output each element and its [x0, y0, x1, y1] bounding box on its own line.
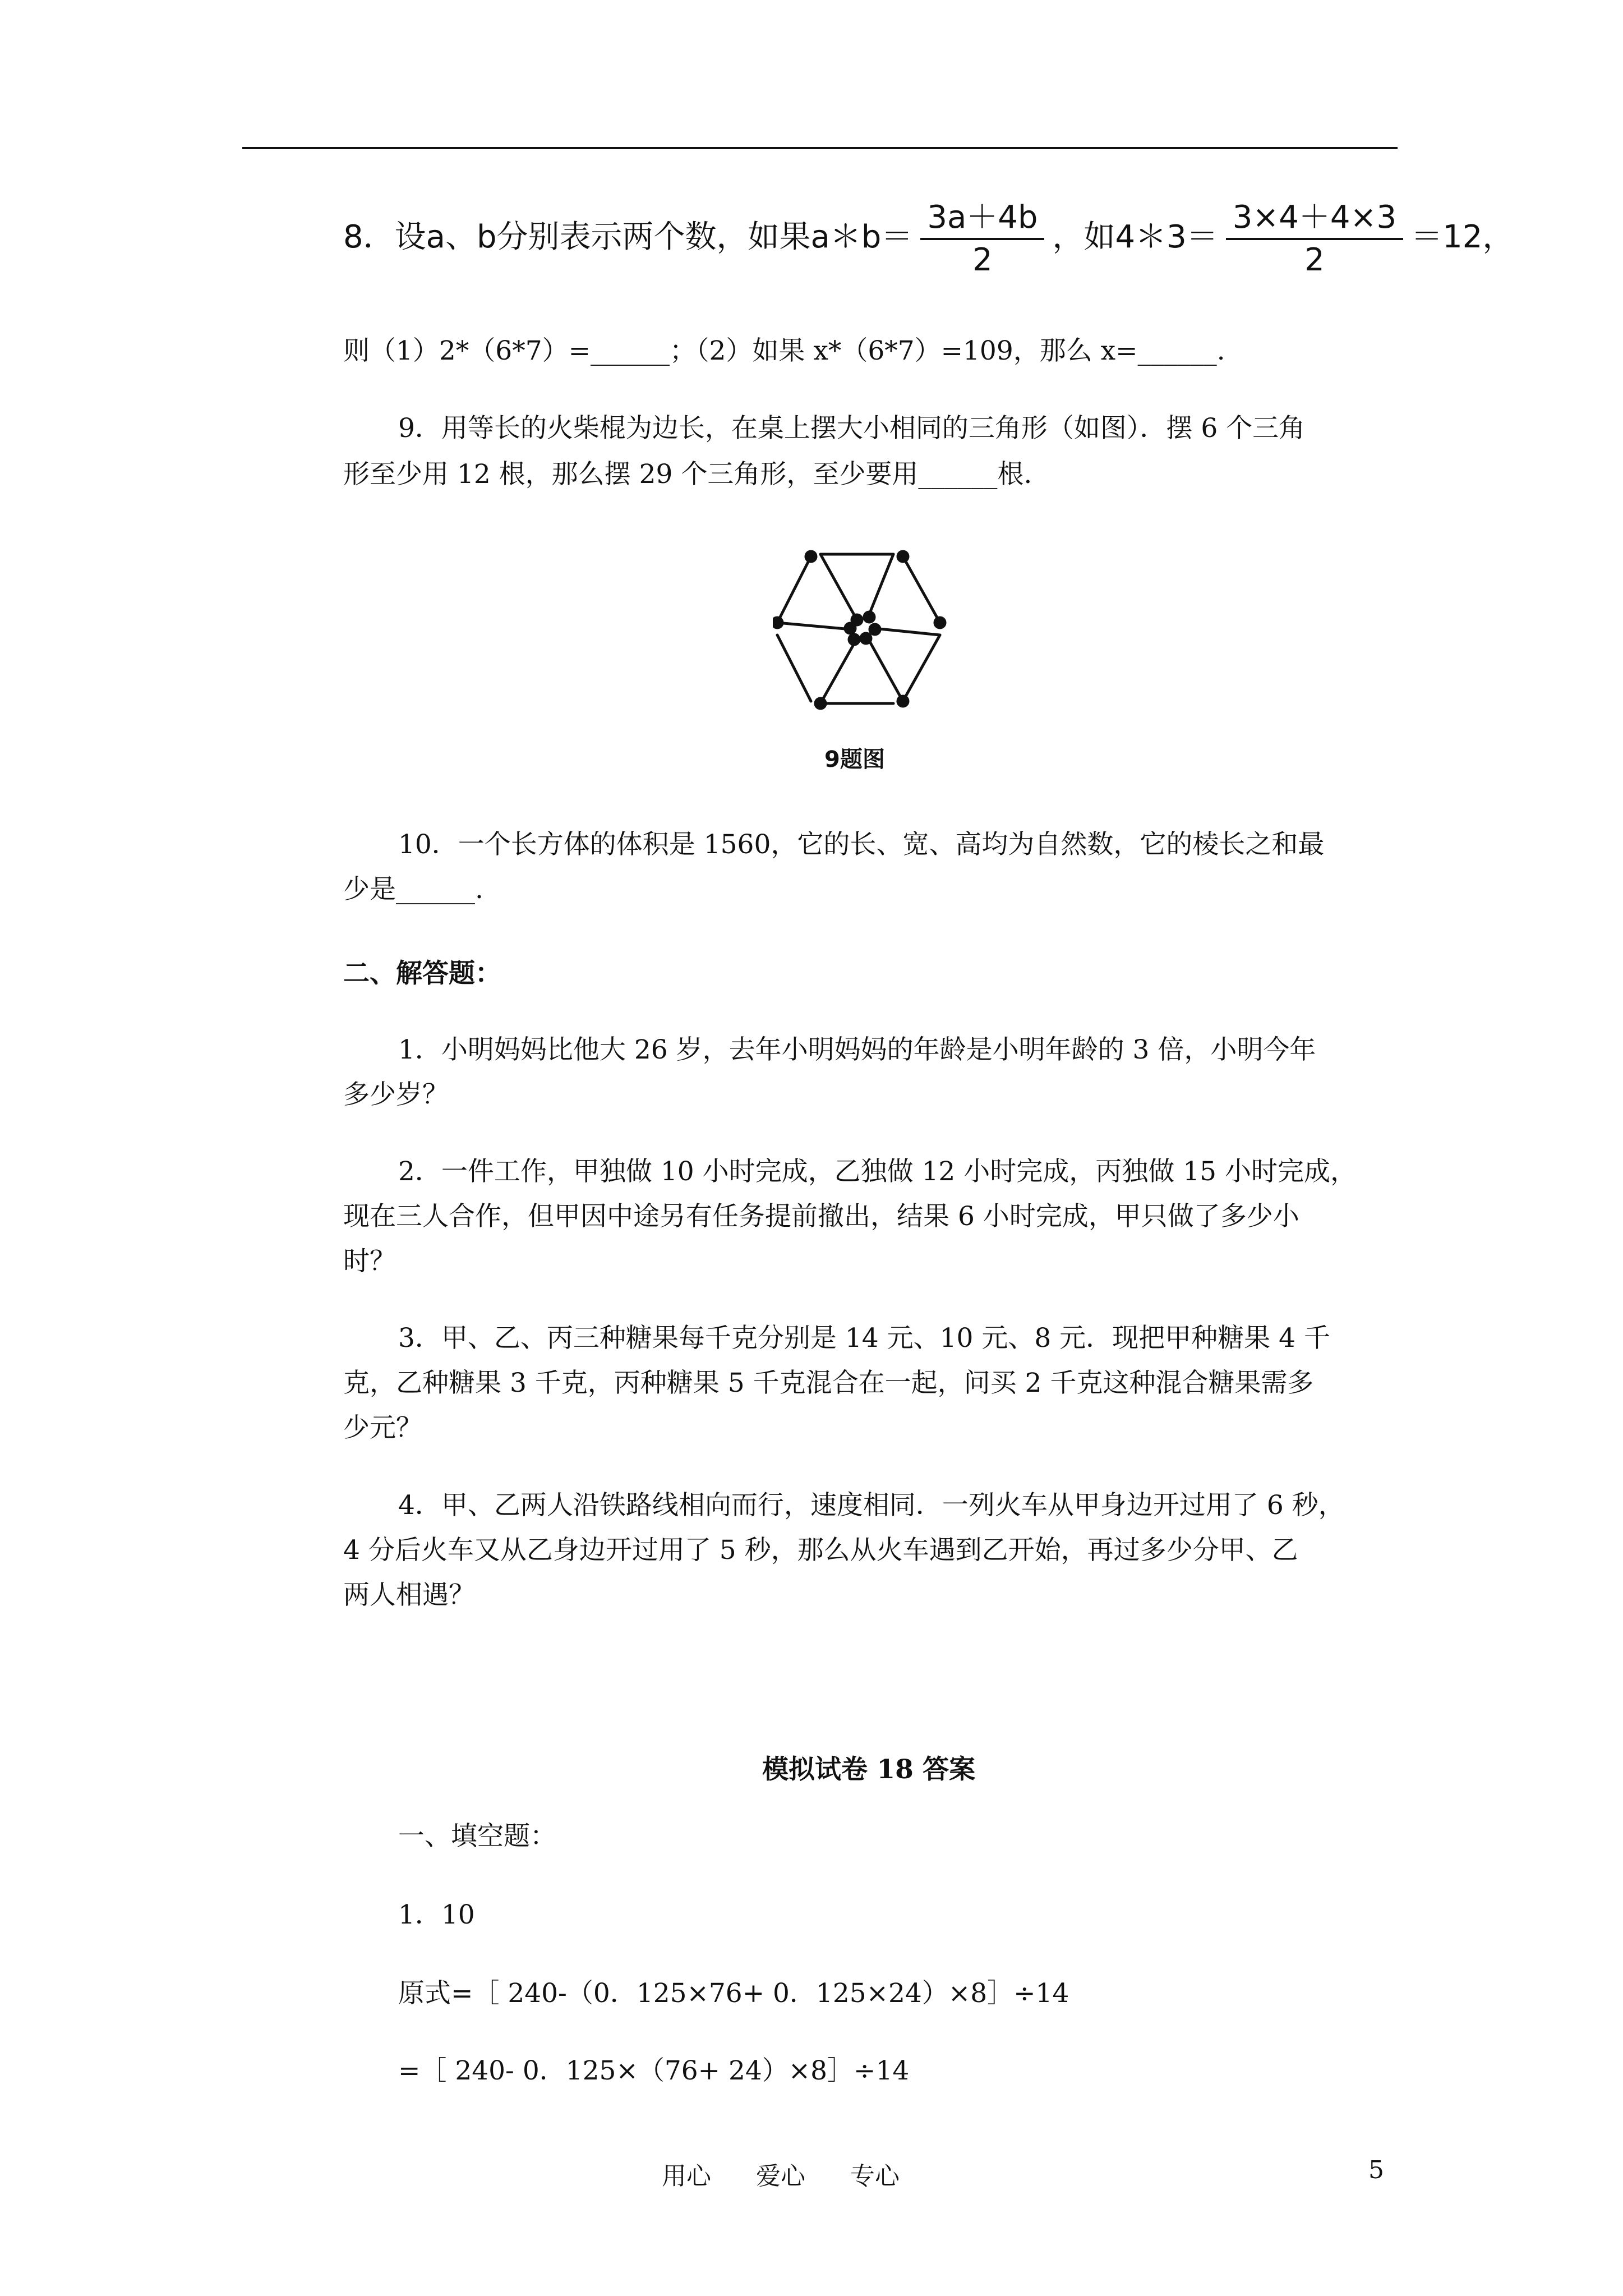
answer-1-step-2: =［ 240- 0．125×（76+ 24）×8］÷14 — [398, 2055, 910, 2086]
header-rule — [242, 147, 1398, 149]
fraction-1-numerator: 3a＋4b — [927, 199, 1038, 236]
question-10-line-1: 10．一个长方体的体积是 1560，它的长、宽、高均为自然数，它的棱长之和最 — [398, 829, 1325, 860]
problem-3-line-1: 3．甲、乙、丙三种糖果每千克分别是 14 元、10 元、8 元．现把甲种糖果 4 千 — [398, 1323, 1330, 1354]
answers-title: 模拟试卷 18 答案 — [762, 1754, 976, 1785]
page-number: 5 — [1368, 2156, 1384, 2184]
answer-1-step-1: 原式=［ 240-（0．125×76+ 0．125×24）×8］÷14 — [398, 1978, 1069, 2009]
problem-2-line-2: 现在三人合作，但甲因中途另有任务提前撤出，结果 6 小时完成，甲只做了多少小 — [343, 1201, 1299, 1232]
fraction-1-denominator: 2 — [972, 242, 993, 278]
problem-4-line-1: 4．甲、乙两人沿铁路线相向而行，速度相同．一列火车从甲身边开过用了 6 秒， — [398, 1490, 1345, 1521]
matchstick-hexagon-figure — [773, 544, 958, 712]
fraction-2-denominator: 2 — [1304, 242, 1325, 278]
figure-caption: 9题图 — [824, 747, 885, 772]
problem-2-line-3: 时？ — [343, 1246, 396, 1277]
footer-item-2: 爱心 — [756, 2162, 805, 2191]
q8-prefix: 8．设a、b分别表示两个数，如果a＊b＝ — [343, 219, 913, 256]
problem-3-line-3: 少元？ — [343, 1412, 422, 1443]
problem-4-line-3: 两人相遇？ — [343, 1580, 475, 1611]
problem-1-line-2: 多少岁？ — [343, 1079, 449, 1110]
footer-motto — [662, 2156, 944, 2192]
problem-2-line-1: 2．一件工作，甲独做 10 小时完成，乙独做 12 小时完成，丙独做 15 小时完成， — [398, 1156, 1357, 1187]
q8-suffix: ＝12， — [1411, 219, 1514, 256]
footer-item-3: 专心 — [850, 2162, 900, 2191]
question-9-line-2: 形至少用 12 根，那么摆 29 个三角形，至少要用______根. — [343, 459, 1032, 490]
q8-mid: ，如4＊3＝ — [1052, 219, 1218, 256]
section-2-heading: 二、解答题： — [343, 958, 501, 989]
question-8-formula — [343, 199, 1514, 278]
fraction-2-numerator: 3×4＋4×3 — [1232, 199, 1397, 236]
question-9-line-1: 9．用等长的火柴棍为边长，在桌上摆大小相同的三角形（如图）．摆 6 个三角 — [398, 413, 1306, 444]
problem-3-line-2: 克，乙种糖果 3 千克，丙种糖果 5 千克混合在一起，问买 2 千克这种混合糖果需多 — [343, 1368, 1314, 1398]
footer-item-1: 用心 — [662, 2162, 711, 2191]
question-10-line-2: 少是______. — [343, 874, 483, 905]
problem-4-line-2: 4 分后火车又从乙身边开过用了 5 秒，那么从火车遇到乙开始，再过多少分甲、乙 — [343, 1535, 1298, 1566]
fraction-1 — [920, 199, 1044, 278]
answers-subheading: 一、填空题： — [398, 1821, 556, 1852]
problem-1-line-1: 1．小明妈妈比他大 26 岁，去年小明妈妈的年龄是小明年龄的 3 倍，小明今年 — [398, 1034, 1316, 1065]
fraction-2 — [1226, 199, 1403, 278]
answer-1: 1．10 — [398, 1899, 475, 1930]
question-8-line-2: 则（1）2*（6*7）=______；（2）如果 x*（6*7）=109，那么 x=______. — [343, 335, 1225, 366]
